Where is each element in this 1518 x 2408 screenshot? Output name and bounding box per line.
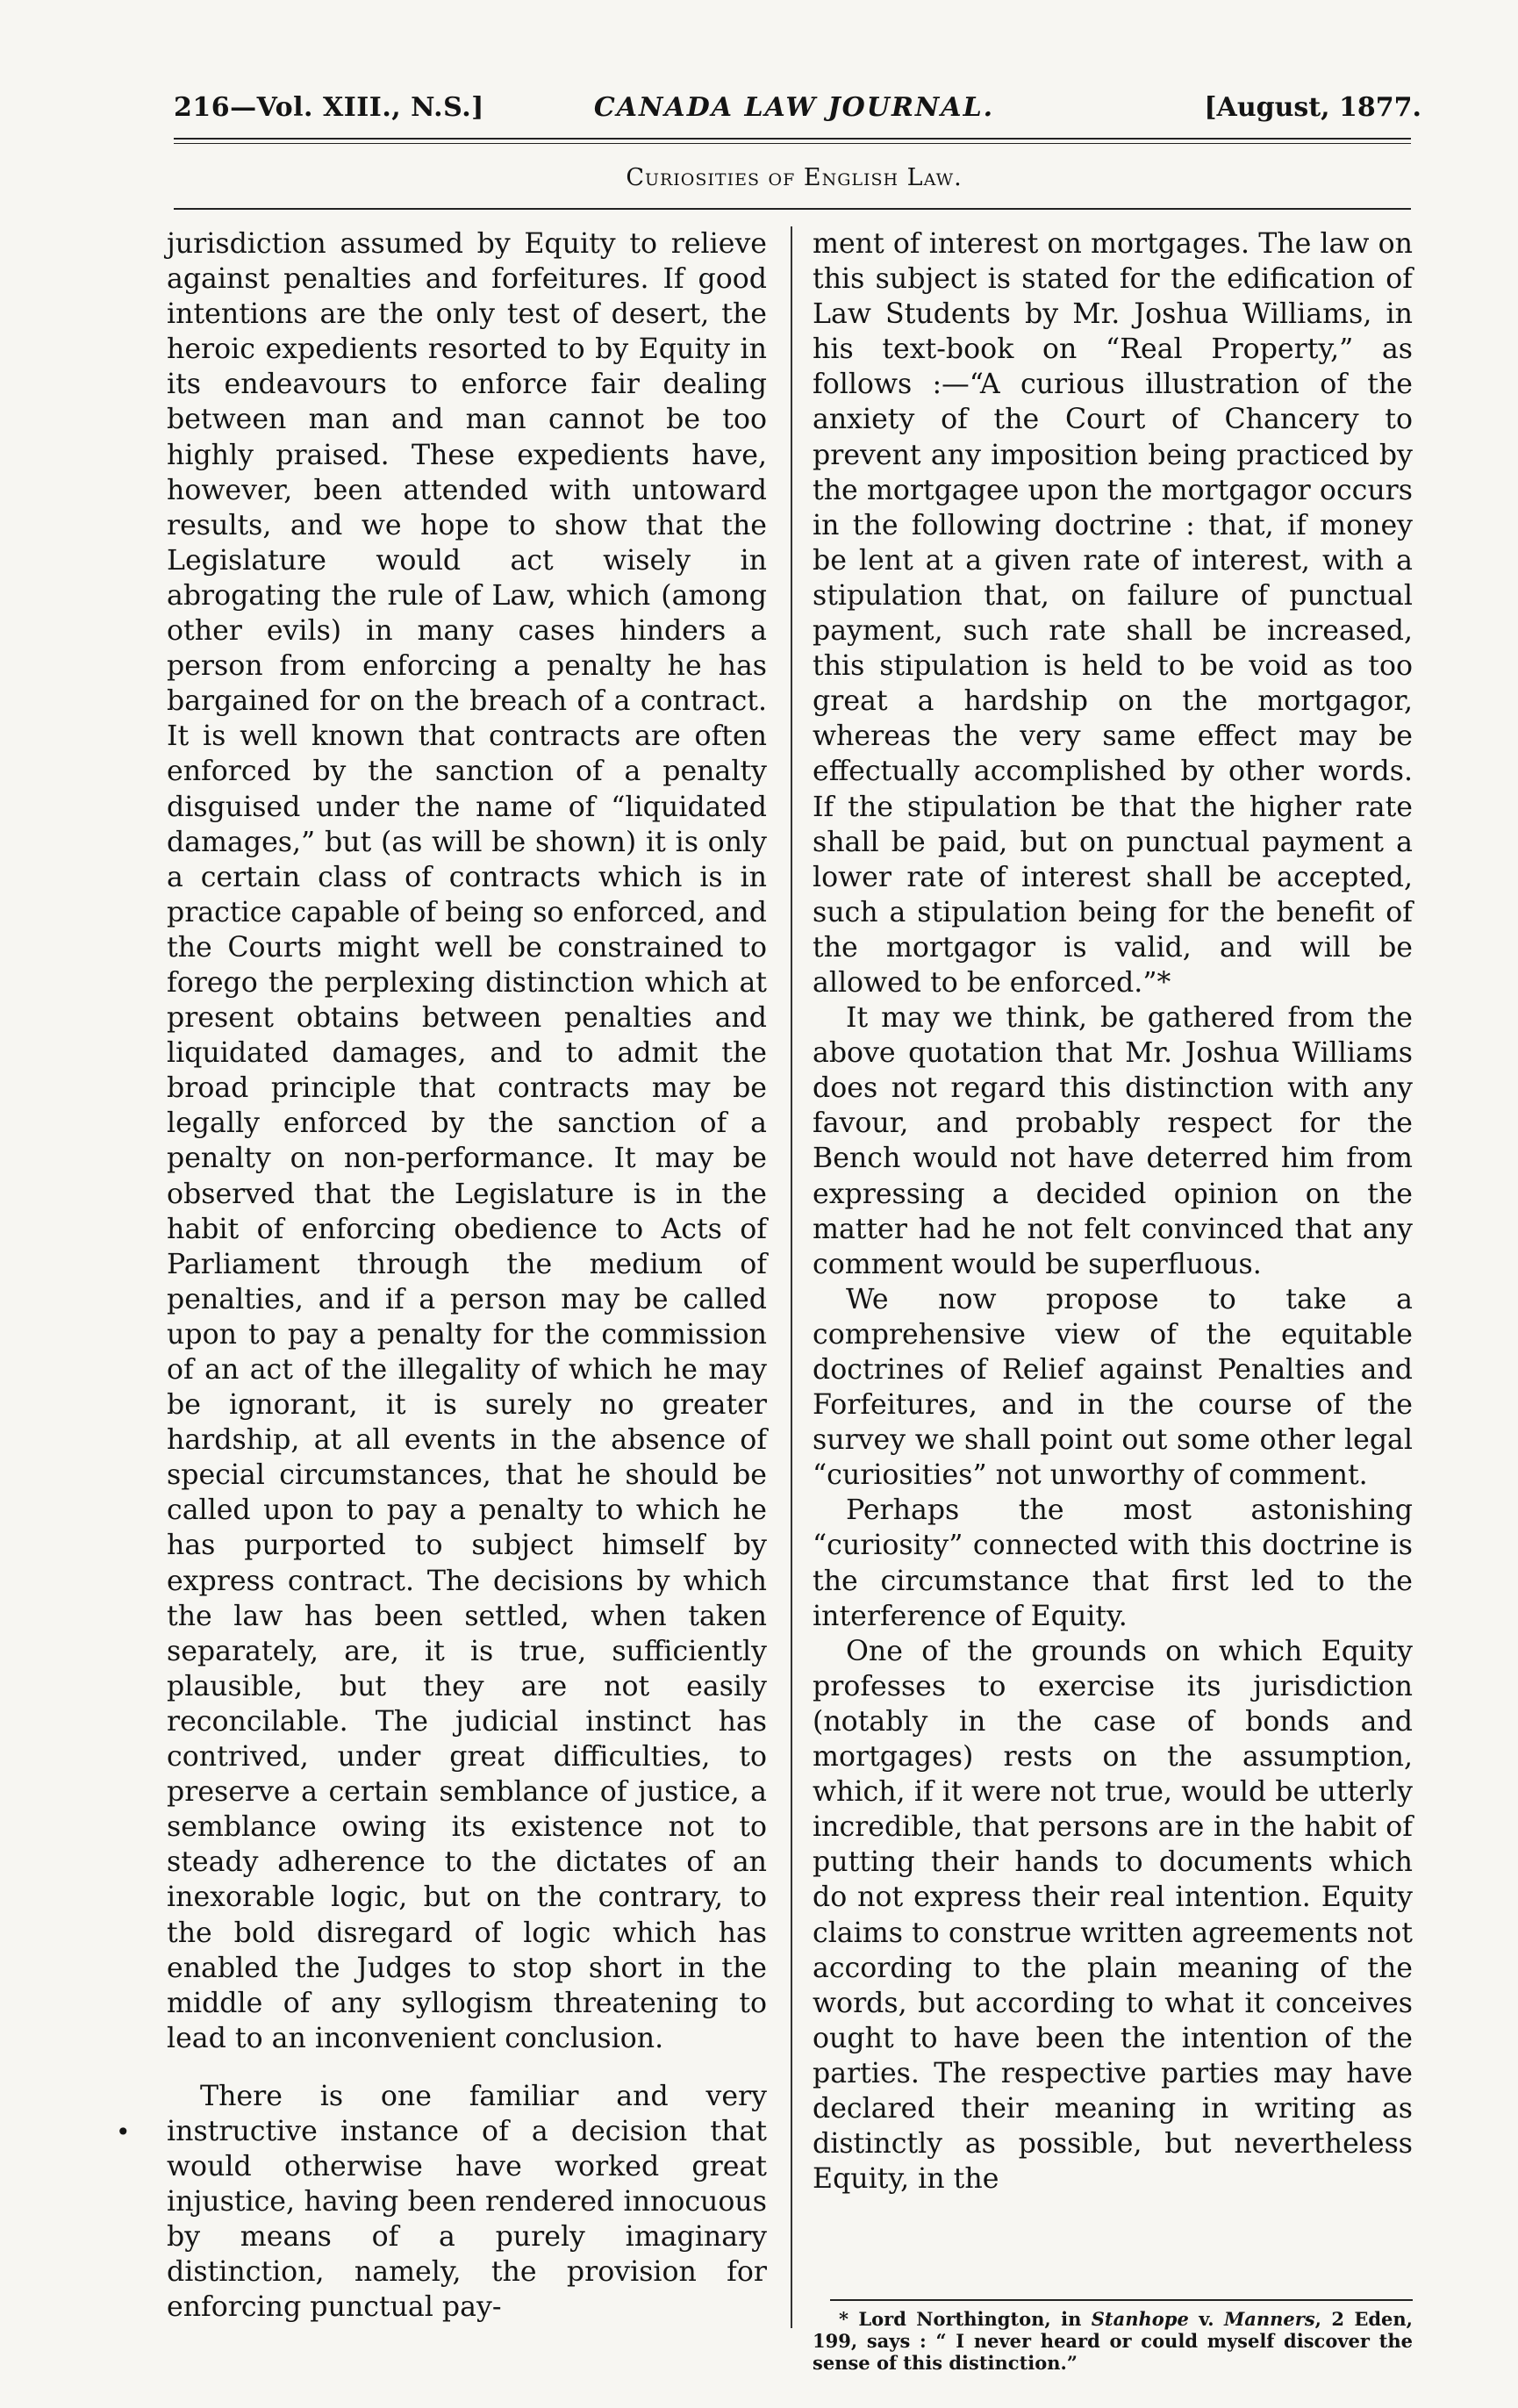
right-paragraph-3: We now propose to take a comprehensive view of the equitable doctrines of Relief against Penalties and Forfeitures, and in the course of the survey we shall point out some other legal “curiosities” not unworthy of comment. — [813, 1283, 1413, 1492]
section-title: Curiosities of English Law. — [626, 164, 963, 191]
right-paragraph-4: Perhaps the most astonishing “curiosity” connected with this doctrine is the circumstance that first led to the interference of Equity. — [813, 1494, 1413, 1632]
right-paragraph-2: It may we think, be gathered from the above quotation that Mr. Joshua Williams does not regard this distinction with any favour, and probably respect for the Bench would not have deterred him from expressing a decided opinion on the matter had he not felt convinced that any comment would be superfluous. — [813, 1002, 1413, 1280]
footnote-rule — [830, 2299, 1413, 2301]
left-column — [167, 226, 767, 2326]
left-paragraph-1: jurisdiction assumed by Equity to relieve against penalties and forfeitures. If good intentions are the only test of desert, the heroic expedients resorted to by Equity in its endeavours to enforce fair dealing between man and man cannot be too highly praised. These expedients have, however, been attended with untoward results, and we hope to show that the Legislature would act wisely in abrogating the rule of Law, which (among other evils) in many cases hinders a person from enforcing a penalty he has bargained for on the breach of a contract. It is well known that contracts are often enforced by the sanction of a penalty disguised under the name of “liquidated damages,” but (as will be shown) it is only a certain class of contracts which is in practice capable of being so enforced, and the Courts might well be constrained to forego the perplexing distinction which at present obtains between penalties and liquidated damages, and to admit the broad principle that contracts may be legally enforced by the sanction of a penalty on non-performance. It may be observed that the Legislature is in the habit of enforcing obedience to Acts of Parliament through the medium of penalties, and if a person may be called upon to pay a penalty for the commission of an act of the illegality of which he may be ignorant, it is surely no greater hardship, at all events in the absence of special circumstances, that he should be called upon to pay a penalty to which he has purported to subject himself by express contract. The decisions by which the law has been settled, when taken separately, are, it is true, sufficiently plausible, but they are not easily reconcilable. The judicial instinct has contrived, under great difficulties, to preserve a certain semblance of justice, a semblance owing its existence not to steady adherence to the dictates of an inexorable logic, but on the contrary, to the bold disregard of logic which has enabled the Judges to stop short in the middle of any syllogism threatening to lead to an inconvenient conclusion. — [167, 228, 767, 2054]
section-rule — [174, 208, 1411, 210]
footnote-text-post: , 2 Eden, 199, says : “ I never heard or could myself discover the sense of this distinction.” — [813, 2308, 1413, 2374]
right-paragraph-1: ment of interest on mortgages. The law on this subject is stated for the edification of Law Students by Mr. Joshua Williams, in his text-book on “Real Property,” as follows :—“A curious illustration of the anxiety of the Court of Chancery to prevent any imposition being practiced by the mortgagee upon the mortgagor occurs in the following doctrine : that, if money be lent at a given rate of interest, with a stipulation that, on failure of punctual payment, such rate shall be increased, this stipulation is held to be void as too great a hardship on the mortgagor, whereas the very same effect may be effectually accomplished by other words. If the stipulation be that the higher rate shall be paid, but on punctual payment a lower rate of interest shall be accepted, such a stipulation being for the benefit of the mortgagor is valid, and will be allowed to be enforced.”* — [813, 228, 1413, 999]
running-head — [167, 92, 1421, 136]
page-reference: 216—Vol. XIII., N.S.] — [174, 92, 484, 123]
footnote-text-pre: Lord Northington, in — [858, 2308, 1092, 2330]
header-rule — [174, 138, 1411, 140]
page — [116, 83, 1421, 2374]
footnote-marker: * — [839, 2308, 849, 2330]
column-divider — [791, 226, 792, 2328]
left-paragraph-2: There is one familiar and very instructive instance of a decision that would otherwise have worked great injustice, having been rendered innocuous by means of a purely imaginary distinction, namely, the provision for enforcing punctual pay- — [167, 2080, 767, 2324]
margin-mark: • — [116, 2118, 131, 2146]
right-column — [813, 226, 1413, 2197]
footnote — [813, 2308, 1413, 2374]
footnote-case-b: Manners — [1224, 2308, 1315, 2330]
header-rule-thin — [174, 143, 1411, 144]
right-paragraph-5: One of the grounds on which Equity professes to exercise its jurisdiction (notably in the case of bonds and mortgages) rests on the assumption, which, if it were not true, would be utterly incredible, that persons are in the habit of putting their hands to documents which do not express their real intention. Equity claims to construe written agreements not according to the plain meaning of the words, but according to what it conceives ought to have been the intention of the parties. The respective parties may have declared their meaning in writing as distinctly as possible, but nevertheless Equity, in the — [813, 1635, 1413, 2196]
footnote-case-a: Stanhope — [1091, 2308, 1189, 2330]
footnote-versus: v. — [1188, 2308, 1225, 2330]
issue-date: [August, 1877. — [1204, 92, 1421, 123]
journal-title: CANADA LAW JOURNAL. — [593, 92, 995, 123]
